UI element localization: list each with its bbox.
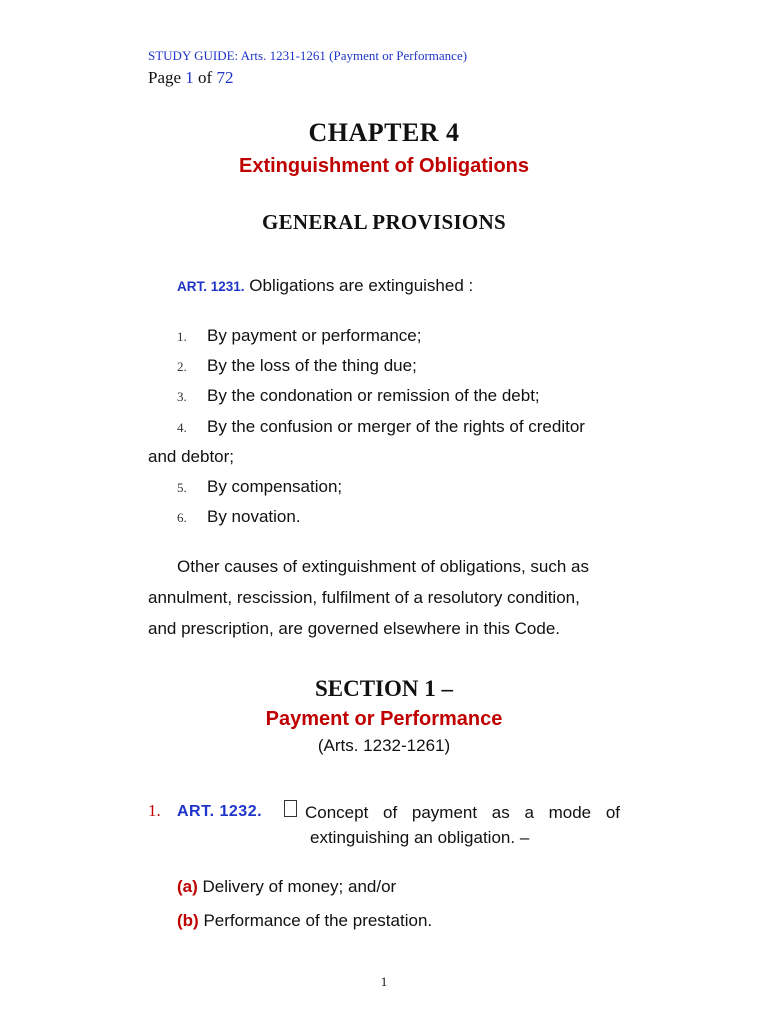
art-1232-concept-line2: extinguishing an obligation. – — [310, 828, 530, 847]
prestation-item-b — [177, 906, 432, 936]
item-letter: (a) — [177, 877, 198, 896]
list-text: By the confusion or merger of the rights of creditor — [207, 417, 585, 436]
chapter-title: CHAPTER 4 — [308, 118, 460, 147]
study-guide-header: STUDY GUIDE: Arts. 1231-1261 (Payment or Performance) — [148, 48, 468, 63]
list-text: By the loss of the thing due; — [207, 356, 417, 375]
list-number: 5. — [177, 480, 187, 495]
item-text: Delivery of money; and/or — [197, 877, 397, 896]
list-text: By novation. — [207, 507, 301, 526]
art-1232-concept-line1: Concept of payment as a mode of — [305, 803, 620, 822]
list-text: By payment or performance; — [207, 326, 422, 345]
page-prefix: Page — [148, 68, 186, 87]
page-current: 1 — [185, 68, 194, 87]
list-number: 6. — [177, 510, 187, 525]
list-text: By compensation; — [207, 477, 343, 496]
list-item — [177, 472, 342, 503]
list-number: 3. — [177, 389, 187, 404]
list-text: By the condonation or remission of the debt; — [207, 386, 540, 405]
paragraph-line: annulment, rescission, fulfilment of a resolutory condition, — [148, 588, 580, 607]
general-provisions-heading: GENERAL PROVISIONS — [261, 210, 507, 234]
art-1232-label: ART. 1232. — [177, 803, 263, 820]
list-item — [177, 502, 301, 533]
paragraph-line: and prescription, are governed elsewhere in this Code. — [148, 619, 561, 638]
list-number: 2. — [177, 359, 187, 374]
chapter-subtitle: Extinguishment of Obligations — [239, 155, 529, 177]
list-item — [177, 381, 540, 412]
art-1231-label: ART. 1231. — [177, 279, 245, 294]
missing-glyph-icon — [284, 800, 297, 817]
list-item — [177, 351, 417, 382]
art-1231-intro-text: Obligations are extinguished : — [244, 276, 474, 295]
art-1232-number — [148, 801, 161, 821]
art-1231-intro — [177, 271, 473, 302]
list-item — [177, 412, 585, 443]
list-number: 4. — [177, 420, 187, 435]
footer-page-number: 1 — [380, 974, 388, 989]
page-indicator — [148, 68, 233, 88]
section-title: SECTION 1 – — [314, 676, 454, 701]
section-subtitle: Payment or Performance — [265, 708, 503, 730]
item-number: 1. — [148, 801, 161, 820]
paragraph-line: Other causes of extinguishment of obligations, such as — [177, 557, 590, 576]
list-item-continuation — [148, 442, 234, 472]
page-of: of — [193, 68, 217, 87]
prestation-item-a — [177, 872, 396, 902]
item-letter: (b) — [177, 911, 199, 930]
list-item — [177, 321, 421, 352]
list-text: and debtor; — [148, 447, 235, 466]
section-arts-range: (Arts. 1232-1261) — [317, 736, 451, 755]
list-number: 1. — [177, 329, 187, 344]
page-total: 72 — [216, 68, 234, 87]
item-text: Performance of the prestation. — [198, 911, 433, 930]
